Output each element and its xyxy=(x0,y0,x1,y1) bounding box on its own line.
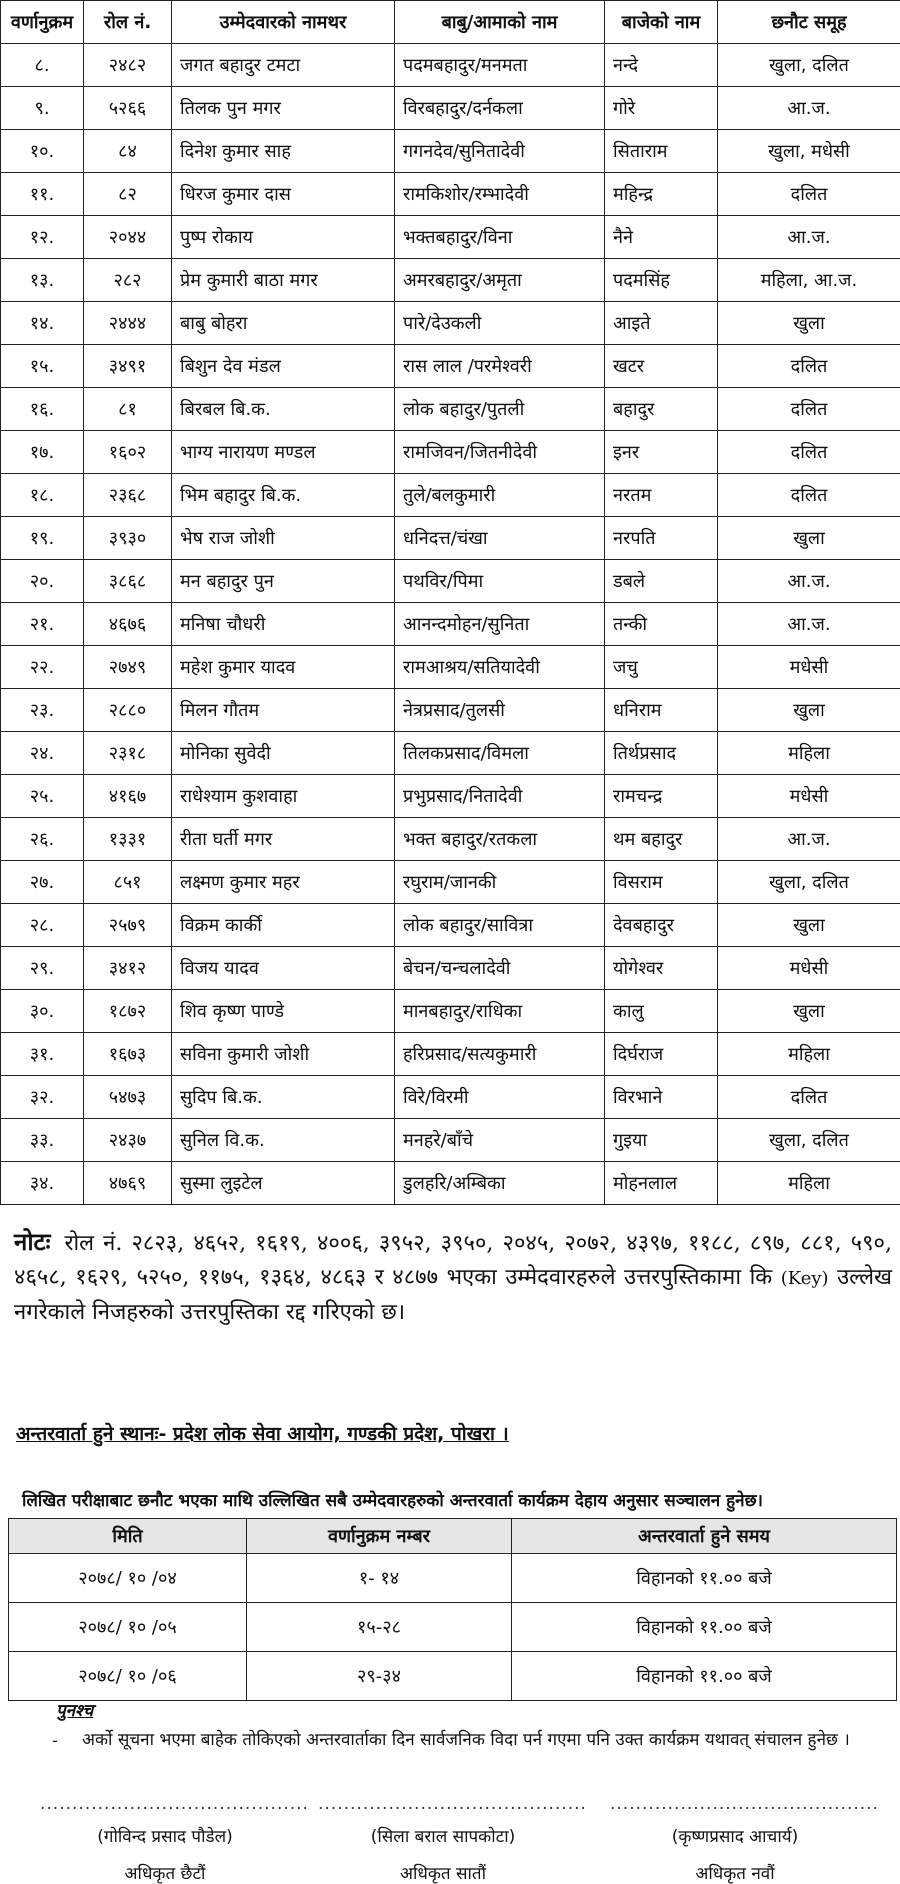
signature-line: .......................................... xyxy=(318,1796,568,1812)
table-row xyxy=(1,646,900,689)
results-body xyxy=(1,44,900,1205)
cell-group: मधेसी xyxy=(718,775,900,818)
schedule-cell-date: २०७८/ १० /०४ xyxy=(9,1554,247,1603)
cell-serial: २८. xyxy=(1,904,84,947)
cell-parents: विरबहादुर/दर्नकला xyxy=(395,87,605,130)
cell-parents: रघुराम/जानकी xyxy=(395,861,605,904)
cell-name: रीता घर्ती मगर xyxy=(172,818,395,861)
cell-name: भिम बहादुर बि.क. xyxy=(172,474,395,517)
schedule-row xyxy=(9,1554,897,1603)
cell-parents: तिलकप्रसाद/विमला xyxy=(395,732,605,775)
cell-group: मधेसी xyxy=(718,646,900,689)
cell-group: महिला, आ.ज. xyxy=(718,259,900,302)
header-group: छनौट समूह xyxy=(718,1,900,44)
cell-serial: १६. xyxy=(1,388,84,431)
cell-serial: ३४. xyxy=(1,1162,84,1205)
schedule-cell-time: विहानको ११.०० बजे xyxy=(512,1603,897,1652)
cell-roll: ४७६९ xyxy=(84,1162,172,1205)
table-row xyxy=(1,259,900,302)
cell-group: दलित xyxy=(718,431,900,474)
cell-serial: १५. xyxy=(1,345,84,388)
cell-group: खुला xyxy=(718,689,900,732)
cell-serial: ११. xyxy=(1,173,84,216)
schedule-header-range: वर्णानुक्रम नम्बर xyxy=(247,1519,512,1554)
cell-roll: ३८६८ xyxy=(84,560,172,603)
cell-name: मिलन गौतम xyxy=(172,689,395,732)
cell-serial: २४. xyxy=(1,732,84,775)
schedule-cell-range: २९-३४ xyxy=(247,1652,512,1701)
cell-group: खुला, मधेसी xyxy=(718,130,900,173)
cell-parents: लोक बहादुर/सावित्रा xyxy=(395,904,605,947)
cell-serial: २६. xyxy=(1,818,84,861)
schedule-cell-time: विहानको ११.०० बजे xyxy=(512,1652,897,1701)
signatory-name: (कृष्णप्रसाद आचार्य) xyxy=(610,1824,860,1847)
cell-parents: लोक बहादुर/पुतली xyxy=(395,388,605,431)
cell-name: भाग्य नारायण मण्डल xyxy=(172,431,395,474)
cell-parents: रामआश्रय/सतियादेवी xyxy=(395,646,605,689)
note-paragraph xyxy=(14,1225,892,1330)
cell-group: दलित xyxy=(718,1076,900,1119)
cell-roll: ८४ xyxy=(84,130,172,173)
cell-grandfather: धनिराम xyxy=(605,689,718,732)
cell-serial: २७. xyxy=(1,861,84,904)
signatory-title: अधिकृत नवौं xyxy=(610,1861,860,1884)
cell-roll: ८५१ xyxy=(84,861,172,904)
header-parents: बाबु/आमाको नाम xyxy=(395,1,605,44)
cell-serial: १४. xyxy=(1,302,84,345)
cell-grandfather: जचु xyxy=(605,646,718,689)
table-row xyxy=(1,1076,900,1119)
header-grandfather: बाजेको नाम xyxy=(605,1,718,44)
header-name: उम्मेदवारको नामथर xyxy=(172,1,395,44)
table-row xyxy=(1,87,900,130)
signatory-title: अधिकृत छैटौं xyxy=(40,1861,290,1884)
cell-parents: पदमबहादुर/मनमता xyxy=(395,44,605,87)
table-row xyxy=(1,216,900,259)
cell-roll: २८८० xyxy=(84,689,172,732)
cell-name: बिरबल बि.क. xyxy=(172,388,395,431)
cell-parents: अमरबहादुर/अमृता xyxy=(395,259,605,302)
venue-label: अन्तरवार्ता हुने स्थानः- xyxy=(16,1423,166,1445)
cell-grandfather: पदमसिंह xyxy=(605,259,718,302)
cell-name: मनिषा चौधरी xyxy=(172,603,395,646)
cell-roll: १६०२ xyxy=(84,431,172,474)
cell-parents: गगनदेव/सुनितादेवी xyxy=(395,130,605,173)
cell-group: दलित xyxy=(718,345,900,388)
cell-parents: विरे/विरमी xyxy=(395,1076,605,1119)
table-row xyxy=(1,904,900,947)
cell-name: मोनिका सुवेदी xyxy=(172,732,395,775)
cell-roll: २७४९ xyxy=(84,646,172,689)
cell-serial: २९. xyxy=(1,947,84,990)
cell-name: शिव कृष्ण पाण्डे xyxy=(172,990,395,1033)
cell-parents: नेत्रप्रसाद/तुलसी xyxy=(395,689,605,732)
signature-line: .......................................... xyxy=(40,1796,290,1812)
signature xyxy=(610,1796,860,1884)
cell-name: भेष राज जोशी xyxy=(172,517,395,560)
schedule-cell-time: विहानको ११.०० बजे xyxy=(512,1554,897,1603)
note-text-after: उल्लेख नगरेकाले निजहरुको उत्तरपुस्तिका रद्द गरिएको छ। xyxy=(14,1265,892,1325)
cell-grandfather: आइते xyxy=(605,302,718,345)
cell-parents: भक्तबहादुर/विना xyxy=(395,216,605,259)
cell-group: खुला, दलित xyxy=(718,861,900,904)
table-row xyxy=(1,517,900,560)
signatory-name: (सिला बराल सापकोटा) xyxy=(318,1824,568,1847)
cell-parents: रामकिशोर/रम्भादेवी xyxy=(395,173,605,216)
cell-name: धिरज कुमार दास xyxy=(172,173,395,216)
cell-name: सुनिल वि.क. xyxy=(172,1119,395,1162)
cell-grandfather: मोहनलाल xyxy=(605,1162,718,1205)
cell-group: दलित xyxy=(718,474,900,517)
cell-parents: धनिदत्त/चंखा xyxy=(395,517,605,560)
cell-parents: डुलहरि/अम्बिका xyxy=(395,1162,605,1205)
cell-grandfather: बहादुर xyxy=(605,388,718,431)
cell-grandfather: थम बहादुर xyxy=(605,818,718,861)
cell-roll: २४४४ xyxy=(84,302,172,345)
cell-name: बाबु बोहरा xyxy=(172,302,395,345)
cell-roll: ८२ xyxy=(84,173,172,216)
cell-serial: ९. xyxy=(1,87,84,130)
table-row xyxy=(1,474,900,517)
postscript-dash: - xyxy=(52,1731,58,1750)
signature xyxy=(318,1796,568,1884)
cell-group: खुला xyxy=(718,990,900,1033)
cell-grandfather: दिर्घराज xyxy=(605,1033,718,1076)
cell-grandfather: नरपति xyxy=(605,517,718,560)
cell-roll: ५२६६ xyxy=(84,87,172,130)
header-serial: वर्णानुक्रम xyxy=(1,1,84,44)
cell-grandfather: विरभाने xyxy=(605,1076,718,1119)
cell-name: सुस्मा लुइटेल xyxy=(172,1162,395,1205)
cell-name: सुदिप बि.क. xyxy=(172,1076,395,1119)
cell-name: पुष्प रोकाय xyxy=(172,216,395,259)
cell-group: खुला xyxy=(718,517,900,560)
cell-roll: २५७९ xyxy=(84,904,172,947)
schedule-cell-range: १५-२८ xyxy=(247,1603,512,1652)
cell-roll: २८२ xyxy=(84,259,172,302)
cell-parents: आनन्दमोहन/सुनिता xyxy=(395,603,605,646)
cell-serial: ३१. xyxy=(1,1033,84,1076)
cell-grandfather: खटर xyxy=(605,345,718,388)
table-row xyxy=(1,345,900,388)
cell-grandfather: गोरे xyxy=(605,87,718,130)
cell-serial: २०. xyxy=(1,560,84,603)
cell-group: खुला xyxy=(718,904,900,947)
cell-name: लक्ष्मण कुमार महर xyxy=(172,861,395,904)
table-row xyxy=(1,818,900,861)
table-row xyxy=(1,130,900,173)
cell-serial: ८. xyxy=(1,44,84,87)
schedule-header-time: अन्तरवार्ता हुने समय xyxy=(512,1519,897,1554)
cell-serial: २२. xyxy=(1,646,84,689)
cell-serial: १८. xyxy=(1,474,84,517)
table-row xyxy=(1,689,900,732)
cell-serial: ३३. xyxy=(1,1119,84,1162)
cell-grandfather: योगेश्वर xyxy=(605,947,718,990)
cell-group: खुला, दलित xyxy=(718,44,900,87)
cell-roll: ८१ xyxy=(84,388,172,431)
schedule-cell-range: १- १४ xyxy=(247,1554,512,1603)
table-row xyxy=(1,44,900,87)
table-row xyxy=(1,732,900,775)
schedule-table xyxy=(8,1518,897,1701)
signature-line: .......................................... xyxy=(610,1796,860,1812)
cell-serial: २१. xyxy=(1,603,84,646)
note-text-before: रोल नं. २८२३, ४६५२, १६१९, ४००६, ३९५२, ३९५०, २०४५, २०७२, ४३९७, ११८८, ८९७, ८८१, ५९०, ४६५८, १६२९, ५२५०, ११७५, १३६४, ४८६३ र ४८७७ भएका उम्मेदवारहरुले उत्तरपुस्तिकामा कि xyxy=(14,1231,892,1290)
schedule-header-row xyxy=(9,1519,897,1554)
cell-name: सविना कुमारी जोशी xyxy=(172,1033,395,1076)
cell-roll: २३१८ xyxy=(84,732,172,775)
cell-serial: १३. xyxy=(1,259,84,302)
table-row xyxy=(1,1033,900,1076)
cell-grandfather: रामचन्द्र xyxy=(605,775,718,818)
table-row xyxy=(1,560,900,603)
cell-parents: पथविर/पिमा xyxy=(395,560,605,603)
cell-group: महिला xyxy=(718,1162,900,1205)
cell-parents: प्रभुप्रसाद/नितादेवी xyxy=(395,775,605,818)
cell-parents: हरिप्रसाद/सत्यकुमारी xyxy=(395,1033,605,1076)
cell-parents: मानबहादुर/राधिका xyxy=(395,990,605,1033)
table-row xyxy=(1,302,900,345)
cell-serial: ३२. xyxy=(1,1076,84,1119)
cell-name: विक्रम कार्की xyxy=(172,904,395,947)
cell-grandfather: महिन्द्र xyxy=(605,173,718,216)
table-row xyxy=(1,388,900,431)
cell-grandfather: गुइया xyxy=(605,1119,718,1162)
venue-place: प्रदेश लोक सेवा आयोग, गण्डकी प्रदेश, पोखरा । xyxy=(173,1423,509,1445)
table-row xyxy=(1,1162,900,1205)
cell-roll: ३४९१ xyxy=(84,345,172,388)
note-key: (Key) xyxy=(781,1268,829,1289)
schedule-row xyxy=(9,1603,897,1652)
cell-parents: पारे/देउकली xyxy=(395,302,605,345)
interview-venue xyxy=(16,1420,509,1446)
cell-parents: बेचन/चन्चलादेवी xyxy=(395,947,605,990)
cell-serial: १२. xyxy=(1,216,84,259)
cell-name: राधेश्याम कुशवाहा xyxy=(172,775,395,818)
cell-roll: १८७२ xyxy=(84,990,172,1033)
cell-group: आ.ज. xyxy=(718,560,900,603)
cell-parents: रास लाल /परमेश्वरी xyxy=(395,345,605,388)
cell-name: जगत बहादुर टमटा xyxy=(172,44,395,87)
cell-roll: २४३७ xyxy=(84,1119,172,1162)
schedule-header-date: मिति xyxy=(9,1519,247,1554)
schedule-cell-date: २०७८/ १० /०५ xyxy=(9,1603,247,1652)
cell-roll: १६७३ xyxy=(84,1033,172,1076)
cell-name: महेश कुमार यादव xyxy=(172,646,395,689)
cell-roll: २०४४ xyxy=(84,216,172,259)
cell-grandfather: इनर xyxy=(605,431,718,474)
cell-group: खुला xyxy=(718,302,900,345)
cell-roll: २४८२ xyxy=(84,44,172,87)
table-header-row xyxy=(1,1,900,44)
cell-parents: रामजिवन/जितनीदेवी xyxy=(395,431,605,474)
cell-serial: ३०. xyxy=(1,990,84,1033)
cell-grandfather: तिर्थप्रसाद xyxy=(605,732,718,775)
cell-roll: ५४७३ xyxy=(84,1076,172,1119)
cell-grandfather: तन्की xyxy=(605,603,718,646)
cell-grandfather: नैने xyxy=(605,216,718,259)
cell-grandfather: देवबहादुर xyxy=(605,904,718,947)
cell-serial: २३. xyxy=(1,689,84,732)
cell-group: दलित xyxy=(718,173,900,216)
table-row xyxy=(1,775,900,818)
schedule-intro: लिखित परीक्षाबाट छनौट भएका माथि उल्लिखित सबै उम्मेदवारहरुको अन्तरवार्ता कार्यक्रम देहाय अनुसार सञ्चालन हुनेछ। xyxy=(22,1488,763,1511)
cell-roll: २३६८ xyxy=(84,474,172,517)
table-row xyxy=(1,1119,900,1162)
header-roll: रोल नं. xyxy=(84,1,172,44)
cell-name: विजय यादव xyxy=(172,947,395,990)
cell-group: आ.ज. xyxy=(718,216,900,259)
table-row xyxy=(1,173,900,216)
cell-name: प्रेम कुमारी बाठा मगर xyxy=(172,259,395,302)
cell-serial: १९. xyxy=(1,517,84,560)
signatory-name: (गोविन्द प्रसाद पौडेल) xyxy=(40,1824,290,1847)
cell-roll: ३९३० xyxy=(84,517,172,560)
cell-serial: १०. xyxy=(1,130,84,173)
cell-group: आ.ज. xyxy=(718,87,900,130)
cell-roll: ४१६७ xyxy=(84,775,172,818)
cell-serial: २५. xyxy=(1,775,84,818)
cell-grandfather: डबले xyxy=(605,560,718,603)
cell-group: दलित xyxy=(718,388,900,431)
cell-name: मन बहादुर पुन xyxy=(172,560,395,603)
table-row xyxy=(1,861,900,904)
table-row xyxy=(1,431,900,474)
cell-roll: १३३१ xyxy=(84,818,172,861)
cell-group: महिला xyxy=(718,1033,900,1076)
signature xyxy=(40,1796,290,1884)
cell-roll: ३४१२ xyxy=(84,947,172,990)
cell-grandfather: नरतम xyxy=(605,474,718,517)
cell-grandfather: विसराम xyxy=(605,861,718,904)
cell-grandfather: नन्दे xyxy=(605,44,718,87)
note-label: नोटः xyxy=(14,1227,50,1256)
cell-group: आ.ज. xyxy=(718,818,900,861)
cell-serial: १७. xyxy=(1,431,84,474)
cell-group: मधेसी xyxy=(718,947,900,990)
signatory-title: अधिकृत सातौं xyxy=(318,1861,568,1884)
cell-grandfather: कालु xyxy=(605,990,718,1033)
cell-group: महिला xyxy=(718,732,900,775)
cell-parents: भक्त बहादुर/रतकला xyxy=(395,818,605,861)
cell-name: दिनेश कुमार साह xyxy=(172,130,395,173)
table-row xyxy=(1,603,900,646)
cell-roll: ४६७६ xyxy=(84,603,172,646)
postscript-title: पुनश्च xyxy=(56,1698,93,1721)
cell-group: आ.ज. xyxy=(718,603,900,646)
cell-parents: तुले/बलकुमारी xyxy=(395,474,605,517)
postscript-text: अर्को सूचना भएमा बाहेक तोकिएको अन्तरवार्ताका दिन सार्वजनिक विदा पर्न गएमा पनि उक्त कार्यक्रम यथावत् संचालन हुनेछ । xyxy=(82,1724,890,1756)
cell-group: खुला, दलित xyxy=(718,1119,900,1162)
cell-name: बिशुन देव मंडल xyxy=(172,345,395,388)
cell-grandfather: सिताराम xyxy=(605,130,718,173)
schedule-body xyxy=(9,1554,897,1701)
cell-parents: मनहरे/बाँचे xyxy=(395,1119,605,1162)
table-row xyxy=(1,990,900,1033)
cell-name: तिलक पुन मगर xyxy=(172,87,395,130)
schedule-row xyxy=(9,1652,897,1701)
schedule-cell-date: २०७८/ १० /०६ xyxy=(9,1652,247,1701)
table-row xyxy=(1,947,900,990)
